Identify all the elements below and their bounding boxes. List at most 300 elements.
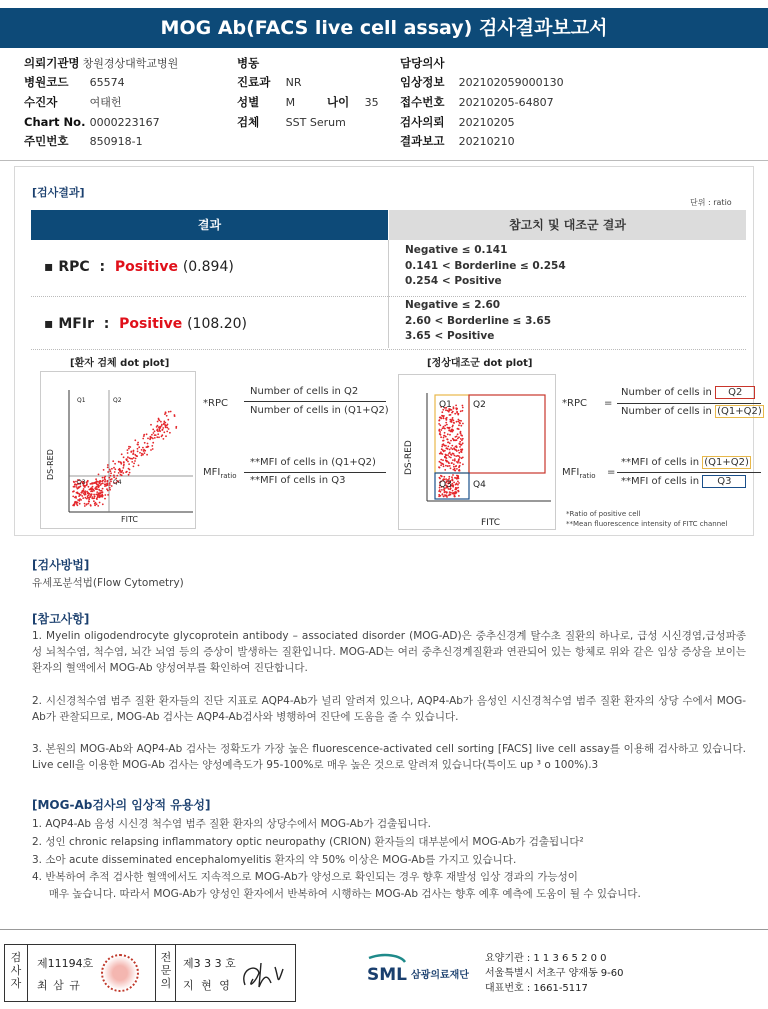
reference-paragraph-3: 3. 본원의 MOG-Ab와 AQP4-Ab 검사는 정확도가 가장 높은 fluorescence-activated cell sorting [FACS] live cell assay를 이용해 검사하고 있습니다. Live cell을 이용한 MOG-Ab 검사는 양성예측도가 95-100%로 매우 높은 것으로 알려져 있습니다(특이도 up ³ o 100%).3 bbox=[32, 743, 746, 771]
scatter-dot bbox=[452, 431, 454, 433]
scatter-dot bbox=[79, 503, 81, 505]
scatter-dot bbox=[448, 441, 450, 443]
scatter-dot bbox=[458, 495, 460, 497]
scatter-dot bbox=[84, 490, 86, 492]
scatter-dot bbox=[161, 424, 163, 426]
scatter-dot bbox=[446, 447, 448, 449]
scatter-dot bbox=[444, 450, 446, 452]
scatter-dot bbox=[142, 447, 144, 449]
scatter-dot bbox=[95, 488, 97, 490]
scatter-dot bbox=[151, 445, 153, 447]
official-seal bbox=[101, 954, 139, 992]
scatter-dot bbox=[168, 411, 170, 413]
scatter-dot bbox=[102, 480, 104, 482]
scatter-dot bbox=[438, 423, 440, 425]
x-axis-label: FITC bbox=[481, 518, 501, 528]
scatter-dot bbox=[109, 489, 111, 491]
scatter-dot bbox=[133, 466, 135, 468]
scatter-dot bbox=[442, 463, 444, 465]
scatter-dot bbox=[166, 415, 168, 417]
scatter-dot bbox=[455, 449, 457, 451]
scatter-dot bbox=[122, 472, 124, 474]
svg-text:삼광의료재단: 삼광의료재단 bbox=[411, 970, 469, 981]
fraction-line bbox=[244, 472, 386, 473]
scatter-dot bbox=[102, 483, 104, 485]
scatter-dot bbox=[87, 481, 89, 483]
scatter-dot bbox=[120, 474, 122, 476]
scatter-dot bbox=[445, 491, 447, 493]
utility-item-2: 2. 성인 chronic relapsing inflammatory optic neuropathy (CRION) 환자들의 대부분에서 MOG-Ab가 검출됩니다² bbox=[32, 836, 584, 848]
scatter-dot bbox=[449, 449, 451, 451]
scatter-dot bbox=[462, 405, 464, 407]
scatter-dot bbox=[138, 446, 140, 448]
mfi-denominator: **MFI of cells in Q3 bbox=[250, 475, 346, 486]
scatter-dot bbox=[109, 487, 111, 489]
info-chart-no: Chart No. 0000223167 bbox=[24, 115, 160, 129]
scatter-dot bbox=[462, 438, 464, 440]
scatter-dot bbox=[456, 412, 458, 414]
scatter-dot bbox=[451, 445, 453, 447]
scatter-dot bbox=[161, 429, 163, 431]
scatter-dot bbox=[94, 482, 96, 484]
scatter-dot bbox=[133, 463, 135, 465]
scatter-dot bbox=[73, 486, 75, 488]
scatter-dot bbox=[462, 423, 464, 425]
scatter-dot bbox=[454, 413, 456, 415]
info-resident-no: 주민번호 850918-1 bbox=[24, 134, 143, 148]
scatter-dot bbox=[157, 433, 159, 435]
tester-name: 최 삼 규 bbox=[37, 979, 81, 992]
scatter-dot bbox=[457, 421, 459, 423]
mfir-value: (108.20) bbox=[187, 316, 248, 332]
tester-label: 검 사 자 bbox=[10, 951, 22, 990]
scatter-dot bbox=[442, 415, 444, 417]
info-patient-name: 수진자 여태헌 bbox=[24, 95, 122, 109]
utility-heading: [MOG-Ab검사의 임상적 유용성] bbox=[32, 798, 211, 812]
scatter-dot bbox=[165, 435, 167, 437]
scatter-dot bbox=[454, 455, 456, 457]
scatter-dot bbox=[90, 494, 92, 496]
scatter-dot bbox=[458, 450, 460, 452]
scatter-dot bbox=[449, 430, 451, 432]
scatter-dot bbox=[137, 442, 139, 444]
scatter-dot bbox=[86, 484, 88, 486]
scatter-dot bbox=[455, 455, 457, 457]
scatter-dot bbox=[458, 428, 460, 430]
scatter-dot bbox=[454, 460, 456, 462]
scatter-dot bbox=[107, 494, 109, 496]
scatter-dot bbox=[444, 435, 446, 437]
scatter-dot bbox=[456, 468, 458, 470]
scatter-dot bbox=[160, 421, 162, 423]
info-sex: 성별 M bbox=[237, 95, 296, 109]
mfir-status: Positive bbox=[119, 316, 183, 332]
scatter-dot bbox=[166, 431, 168, 433]
scatter-dot bbox=[456, 475, 458, 477]
q2-label: Q2 bbox=[473, 400, 486, 410]
scatter-dot bbox=[455, 489, 457, 491]
scatter-dot bbox=[96, 491, 98, 493]
scatter-dot bbox=[459, 432, 461, 434]
scatter-dot bbox=[439, 429, 441, 431]
scatter-dot bbox=[447, 454, 449, 456]
scatter-dot bbox=[73, 490, 75, 492]
scatter-dot bbox=[152, 429, 154, 431]
scatter-dot bbox=[76, 486, 78, 488]
scatter-dot bbox=[152, 448, 154, 450]
scatter-dot bbox=[441, 446, 443, 448]
scatter-dot bbox=[454, 477, 456, 479]
mfi-numerator: **MFI of cells in (Q1+Q2) bbox=[621, 457, 749, 468]
scatter-dot bbox=[460, 438, 462, 440]
scatter-dot bbox=[143, 450, 145, 452]
scatter-dot bbox=[439, 433, 441, 435]
q4-label: Q4 bbox=[113, 479, 122, 486]
scatter-dot bbox=[94, 495, 96, 497]
scatter-dot bbox=[107, 466, 109, 468]
scatter-dot bbox=[95, 494, 97, 496]
patient-dotplot bbox=[40, 371, 196, 529]
scatter-dot bbox=[447, 439, 449, 441]
institution-phone: 대표번호 : 1661-5117 bbox=[485, 983, 588, 994]
scatter-dot bbox=[448, 495, 450, 497]
scatter-dot bbox=[452, 453, 454, 455]
scatter-dot bbox=[76, 503, 78, 505]
rpc-value: (0.894) bbox=[182, 259, 234, 275]
scatter-dot bbox=[459, 443, 461, 445]
scatter-dot bbox=[72, 496, 74, 498]
scatter-dot bbox=[113, 476, 115, 478]
scatter-dot bbox=[440, 429, 442, 431]
scatter-dot bbox=[104, 481, 106, 483]
scatter-dot bbox=[162, 427, 164, 429]
scatter-dot bbox=[458, 469, 460, 471]
scatter-dot bbox=[452, 490, 454, 492]
scatter-dot bbox=[168, 428, 170, 430]
scatter-dot bbox=[438, 466, 440, 468]
scatter-dot bbox=[449, 419, 451, 421]
scatter-dot bbox=[102, 496, 104, 498]
column-divider bbox=[388, 240, 389, 348]
scatter-dot bbox=[440, 459, 442, 461]
scatter-dot bbox=[452, 493, 454, 495]
rpc-denominator: Number of cells in (Q1+Q2) bbox=[250, 405, 389, 416]
scatter-dot bbox=[128, 474, 130, 476]
scatter-dot bbox=[143, 434, 145, 436]
scatter-dot bbox=[91, 482, 93, 484]
scatter-dot bbox=[447, 446, 449, 448]
scatter-dot bbox=[128, 448, 130, 450]
scatter-dot bbox=[89, 496, 91, 498]
scatter-dot bbox=[458, 436, 460, 438]
scatter-dot bbox=[134, 460, 136, 462]
mfi-label: $MFI_{ratio}$ bbox=[562, 467, 596, 480]
scatter-dot bbox=[156, 436, 158, 438]
scatter-dot bbox=[121, 470, 123, 472]
info-report-date: 결과보고 20210210 bbox=[400, 134, 515, 148]
scatter-dot bbox=[121, 453, 123, 455]
scatter-dot bbox=[99, 502, 101, 504]
scatter-dot bbox=[170, 411, 172, 413]
scatter-dot bbox=[443, 445, 445, 447]
scatter-dot bbox=[137, 448, 139, 450]
specialist-number: 제3 3 3 호 bbox=[183, 957, 236, 970]
q3-box: Q3 bbox=[702, 475, 746, 488]
scatter-dot bbox=[126, 458, 128, 460]
scatter-dot bbox=[452, 474, 454, 476]
scatter-dot bbox=[444, 456, 446, 458]
scatter-dot bbox=[84, 505, 86, 507]
scatter-dot bbox=[99, 483, 101, 485]
scatter-dot bbox=[456, 421, 458, 423]
scatter-dot bbox=[142, 454, 144, 456]
scatter-dot bbox=[448, 461, 450, 463]
scatter-dot bbox=[443, 427, 445, 429]
scatter-dot bbox=[74, 497, 76, 499]
row-divider bbox=[31, 349, 746, 350]
scatter-dot bbox=[142, 438, 144, 440]
control-dotplot-svg bbox=[399, 375, 557, 531]
institution-address: 서울특별시 서초구 양재동 9-60 bbox=[485, 968, 624, 979]
scatter-dot bbox=[448, 428, 450, 430]
scatter-dot bbox=[86, 503, 88, 505]
scatter-dot bbox=[98, 474, 100, 476]
scatter-dot bbox=[169, 432, 171, 434]
scatter-dot bbox=[451, 421, 453, 423]
scatter-dot bbox=[120, 463, 122, 465]
scatter-dot bbox=[458, 455, 460, 457]
scatter-dot bbox=[129, 446, 131, 448]
scatter-dot bbox=[458, 419, 460, 421]
fraction-line bbox=[244, 401, 386, 402]
footnote-mfi: **Mean fluorescence intensity of FITC channel bbox=[566, 520, 728, 528]
scatter-dot bbox=[96, 503, 98, 505]
scatter-dot bbox=[154, 437, 156, 439]
scatter-dot bbox=[120, 472, 122, 474]
scatter-dot bbox=[447, 433, 449, 435]
scatter-dot bbox=[111, 468, 113, 470]
x-axis-label: FITC bbox=[121, 515, 138, 524]
scatter-dot bbox=[455, 436, 457, 438]
scatter-dot bbox=[453, 422, 455, 424]
scatter-dot bbox=[118, 461, 120, 463]
scatter-dot bbox=[159, 420, 161, 422]
scatter-dot bbox=[460, 425, 462, 427]
footer-divider bbox=[0, 929, 768, 930]
scatter-dot bbox=[96, 498, 98, 500]
scatter-dot bbox=[88, 498, 90, 500]
equals-sign: = bbox=[607, 467, 616, 478]
reference-paragraph-2: 2. 시신경척수염 범주 질환 환자들의 진단 지표로 AQP4-Ab가 널리 알려져 있으나, AQP4-Ab가 음성인 시신경척수염 범주 질환 환자의 상당 수에서 MOG-Ab가 관찰되므로, MOG-Ab 검사는 AQP4-Ab검사와 병행하여 진단에 도움을 줄 수 있습니다. bbox=[32, 695, 746, 723]
scatter-dot bbox=[460, 410, 462, 412]
scatter-dot bbox=[118, 472, 120, 474]
scatter-dot bbox=[455, 487, 457, 489]
q3-label: Q3 bbox=[77, 479, 86, 486]
scatter-dot bbox=[127, 461, 129, 463]
scatter-dot bbox=[452, 448, 454, 450]
scatter-dot bbox=[455, 405, 457, 407]
scatter-dot bbox=[451, 412, 453, 414]
scatter-dot bbox=[109, 469, 111, 471]
scatter-dot bbox=[93, 500, 95, 502]
scatter-dot bbox=[450, 414, 452, 416]
scatter-dot bbox=[440, 464, 442, 466]
q1-label: Q1 bbox=[439, 400, 452, 410]
scatter-dot bbox=[144, 452, 146, 454]
svg-text:SML: SML bbox=[367, 965, 407, 985]
scatter-dot bbox=[98, 489, 100, 491]
scatter-dot bbox=[166, 427, 168, 429]
scatter-dot bbox=[445, 445, 447, 447]
scatter-dot bbox=[88, 493, 90, 495]
scatter-dot bbox=[92, 490, 94, 492]
scatter-dot bbox=[449, 434, 451, 436]
scatter-dot bbox=[131, 461, 133, 463]
scatter-dot bbox=[128, 463, 130, 465]
scatter-dot bbox=[120, 461, 122, 463]
scatter-dot bbox=[447, 410, 449, 412]
scatter-dot bbox=[446, 461, 448, 463]
scatter-dot bbox=[462, 407, 464, 409]
scatter-dot bbox=[144, 450, 146, 452]
scatter-dot bbox=[137, 451, 139, 453]
scatter-dot bbox=[442, 444, 444, 446]
scatter-dot bbox=[129, 469, 131, 471]
scatter-dot bbox=[157, 429, 159, 431]
scatter-dot bbox=[152, 442, 154, 444]
scatter-dot bbox=[144, 442, 146, 444]
scatter-dot bbox=[134, 454, 136, 456]
scatter-dot bbox=[462, 463, 464, 465]
scatter-dot bbox=[107, 464, 109, 466]
scatter-dot bbox=[450, 440, 452, 442]
scatter-dot bbox=[165, 426, 167, 428]
scatter-dot bbox=[458, 458, 460, 460]
row-divider bbox=[31, 296, 746, 297]
scatter-dot bbox=[446, 495, 448, 497]
signature-box bbox=[4, 944, 296, 1002]
scatter-dot bbox=[133, 450, 135, 452]
scatter-dot bbox=[104, 478, 106, 480]
scatter-dot bbox=[453, 463, 455, 465]
q2-label: Q2 bbox=[113, 397, 122, 404]
scatter-dot bbox=[102, 477, 104, 479]
scatter-dot bbox=[94, 504, 96, 506]
scatter-dot bbox=[88, 503, 90, 505]
scatter-dot bbox=[96, 483, 98, 485]
scatter-dot bbox=[450, 453, 452, 455]
scatter-dot bbox=[110, 475, 112, 477]
scatter-dot bbox=[104, 494, 106, 496]
scatter-dot bbox=[81, 492, 83, 494]
scatter-dot bbox=[457, 433, 459, 435]
rpc-status: Positive bbox=[114, 259, 178, 275]
scatter-dot bbox=[88, 486, 90, 488]
scatter-dot bbox=[135, 458, 137, 460]
scatter-dot bbox=[448, 476, 450, 478]
q1q2-box: (Q1+Q2) bbox=[704, 457, 749, 468]
scatter-dot bbox=[123, 461, 125, 463]
scatter-dot bbox=[146, 446, 148, 448]
scatter-dot bbox=[441, 411, 443, 413]
scatter-dot bbox=[443, 476, 445, 478]
scatter-dot bbox=[449, 465, 451, 467]
q3-label: Q3 bbox=[439, 480, 452, 490]
tester-number: 제11194호 bbox=[37, 957, 94, 970]
mfir-result: ▪ MFIr : Positive (108.20) bbox=[44, 316, 248, 332]
scatter-dot bbox=[439, 419, 441, 421]
scatter-dot bbox=[82, 497, 84, 499]
report-title: MOG Ab(FACS live cell assay) 검사결과보고서 bbox=[0, 8, 768, 48]
scatter-dot bbox=[119, 469, 121, 471]
sml-logo-svg bbox=[365, 952, 483, 986]
scatter-dot bbox=[445, 419, 447, 421]
scatter-dot bbox=[97, 505, 99, 507]
method-heading: [검사방법] bbox=[32, 558, 90, 572]
scatter-dot bbox=[116, 475, 118, 477]
scatter-dot bbox=[104, 498, 106, 500]
scatter-dot bbox=[449, 452, 451, 454]
scatter-dot bbox=[151, 434, 153, 436]
scatter-dot bbox=[129, 457, 131, 459]
scatter-dot bbox=[76, 492, 78, 494]
scatter-dot bbox=[83, 486, 85, 488]
scatter-dot bbox=[87, 497, 89, 499]
result-column-header: 결과 bbox=[31, 210, 388, 240]
rpc-label: *RPC bbox=[203, 398, 228, 409]
y-axis-label: DS-RED bbox=[46, 449, 55, 480]
scatter-dot bbox=[459, 462, 461, 464]
info-ward: 병동 bbox=[237, 56, 260, 70]
scatter-dot bbox=[451, 462, 453, 464]
scatter-dot bbox=[77, 502, 79, 504]
scatter-dot bbox=[454, 440, 456, 442]
scatter-dot bbox=[73, 481, 75, 483]
scatter-dot bbox=[458, 482, 460, 484]
utility-item-3: 3. 소아 acute disseminated encephalomyelitis 환자의 약 50% 이상은 MOG-Ab를 가지고 있습니다. bbox=[32, 854, 517, 866]
scatter-dot bbox=[174, 414, 176, 416]
scatter-dot bbox=[452, 425, 454, 427]
scatter-dot bbox=[91, 498, 93, 500]
scatter-dot bbox=[459, 422, 461, 424]
scatter-dot bbox=[443, 495, 445, 497]
scatter-dot bbox=[102, 488, 104, 490]
scatter-dot bbox=[107, 490, 109, 492]
scatter-dot bbox=[456, 461, 458, 463]
scatter-dot bbox=[175, 426, 177, 428]
scatter-dot bbox=[441, 475, 443, 477]
info-request-date: 검사의뢰 20210205 bbox=[400, 115, 515, 129]
scatter-dot bbox=[109, 484, 111, 486]
scatter-dot bbox=[123, 456, 125, 458]
rpc-label: *RPC bbox=[562, 398, 587, 409]
scatter-dot bbox=[122, 467, 124, 469]
scatter-dot bbox=[157, 421, 159, 423]
scatter-dot bbox=[99, 480, 101, 482]
scatter-dot bbox=[446, 417, 448, 419]
scatter-dot bbox=[83, 493, 85, 495]
scatter-dot bbox=[454, 458, 456, 460]
scatter-dot bbox=[154, 434, 156, 436]
scatter-dot bbox=[456, 409, 458, 411]
scatter-dot bbox=[147, 446, 149, 448]
scatter-dot bbox=[90, 504, 92, 506]
rpc-numerator: Number of cells in Q2 bbox=[250, 386, 359, 397]
scatter-dot bbox=[453, 482, 455, 484]
info-institution: 의뢰기관명 창원경상대학교병원 bbox=[24, 56, 179, 70]
scatter-dot bbox=[100, 484, 102, 486]
scatter-dot bbox=[462, 457, 464, 459]
